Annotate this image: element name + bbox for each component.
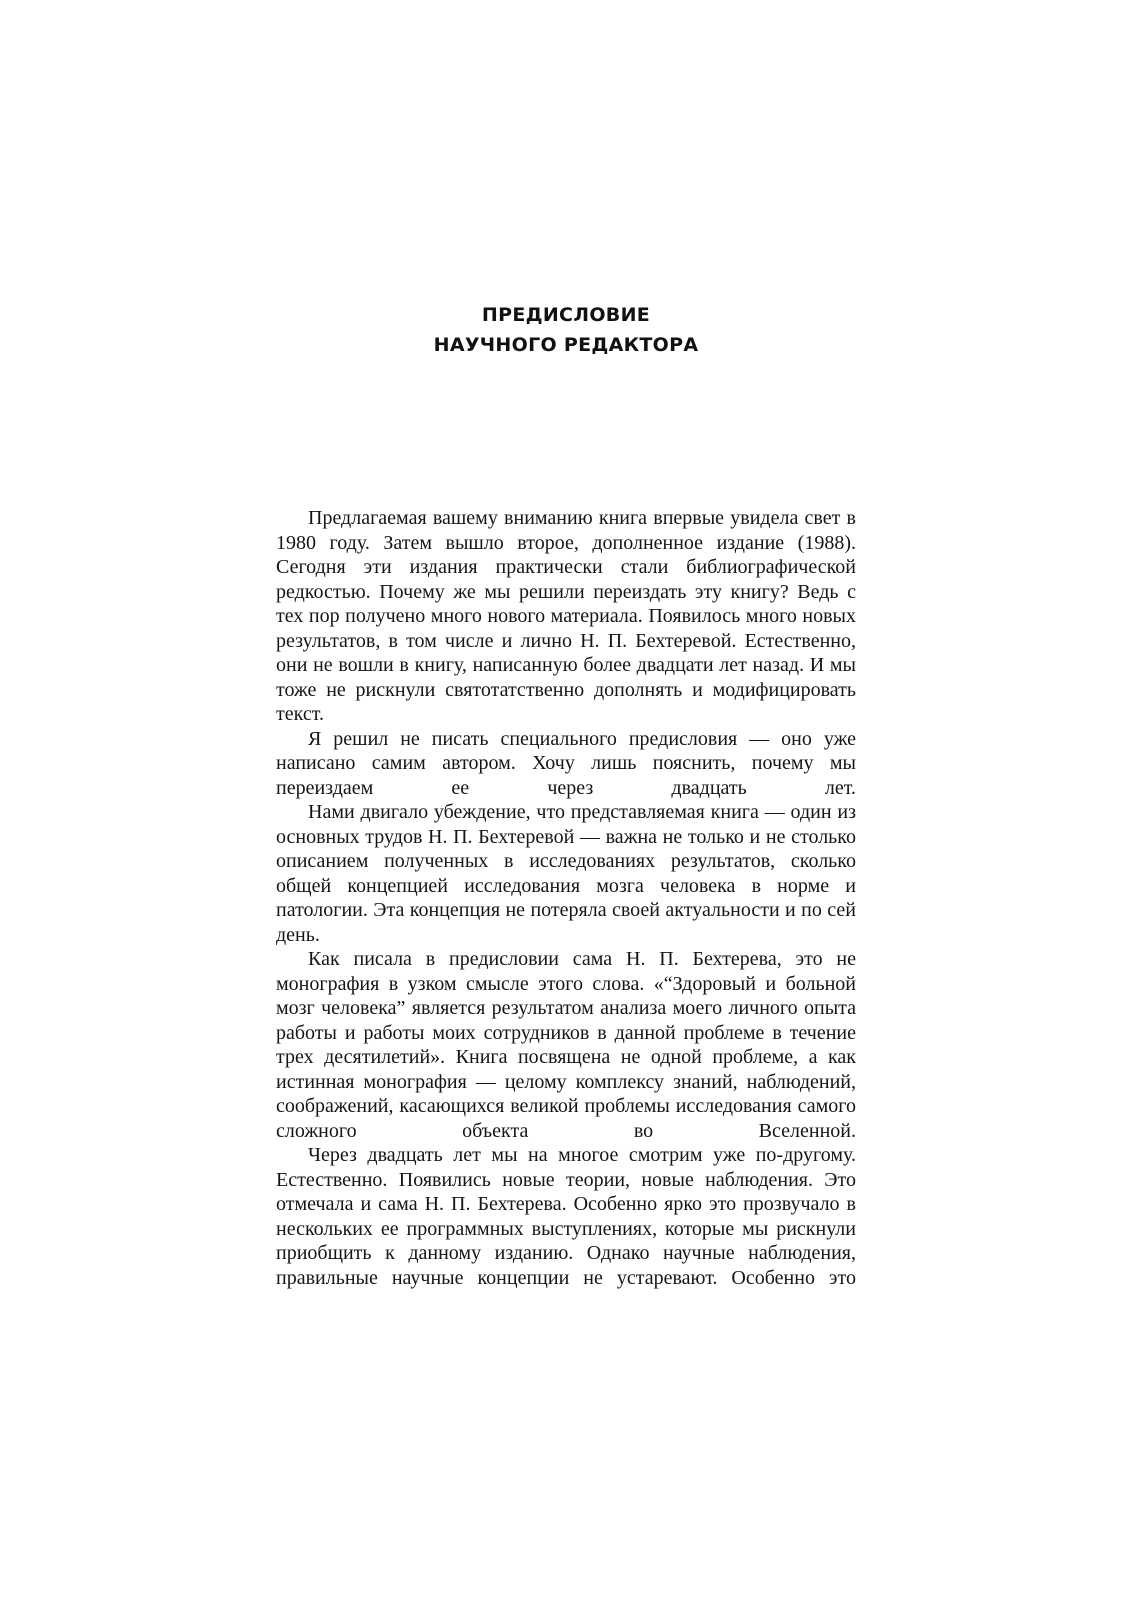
paragraph-3: Нами двигало убеждение, что представляемая книга — один из основных трудов Н. П. Бехтеревой — важна не только и не столько описанием полученных в исследованиях результатов, сколько общей концепцией исследования мозга человека в норме и патологии. Эта концепция не потеряла своей актуальности и по сей день. bbox=[276, 801, 856, 946]
heading-line-2: НАУЧНОГО РЕДАКТОРА bbox=[433, 334, 699, 356]
paragraph-5: Через двадцать лет мы на многое смотрим уже по-другому. Естественно. Появились новые теории, новые наблюдения. Это отмечала и сама Н. П. Бехтерева. Особенно ярко это прозвучало в нескольких ее программных выступлениях, которые мы рискнули приобщить к данному изданию. Однако научные наблюдения, правильные научные концепции не устаревают. Особенно это bbox=[276, 1144, 856, 1289]
paragraph-2: Я решил не писать специального предисловия — оно уже написано самим автором. Хочу лишь пояснить, почему мы переиздаем ее через двадцать лет. bbox=[276, 727, 856, 799]
paragraph-4: Как писала в предисловии сама Н. П. Бехтерева, это не монография в узком смысле этого слова. «“Здоровый и больной мозг человека” является результатом анализа моего личного опыта работы и работы моих сотрудников в данной проблеме в течение трех десятилетий». Книга посвящена не одной проблеме, а как истинная монография — целому комплексу знаний, наблюдений, соображений, касающихся великой проблемы исследования самого сложного объекта во Вселенной. bbox=[276, 948, 856, 1142]
paragraph-1: Предлагаемая вашему вниманию книга впервые увидела свет в 1980 году. Затем вышло второе, дополненное издание (1988). Сегодня эти издания практически стали библиографической редкостью. Почему же мы решили переиздать эту книгу? Ведь с тех пор получено много нового материала. Появилось много новых результатов, в том числе и лично Н. П. Бехтеревой. Естественно, они не вошли в книгу, написанную более двадцати лет назад. И мы тоже не рискнули святотатственно дополнять и модифицировать текст. bbox=[276, 507, 856, 725]
preface-heading bbox=[0, 300, 1132, 360]
heading-line-1: ПРЕДИСЛОВИЕ bbox=[481, 304, 651, 326]
body-text bbox=[276, 506, 856, 1290]
